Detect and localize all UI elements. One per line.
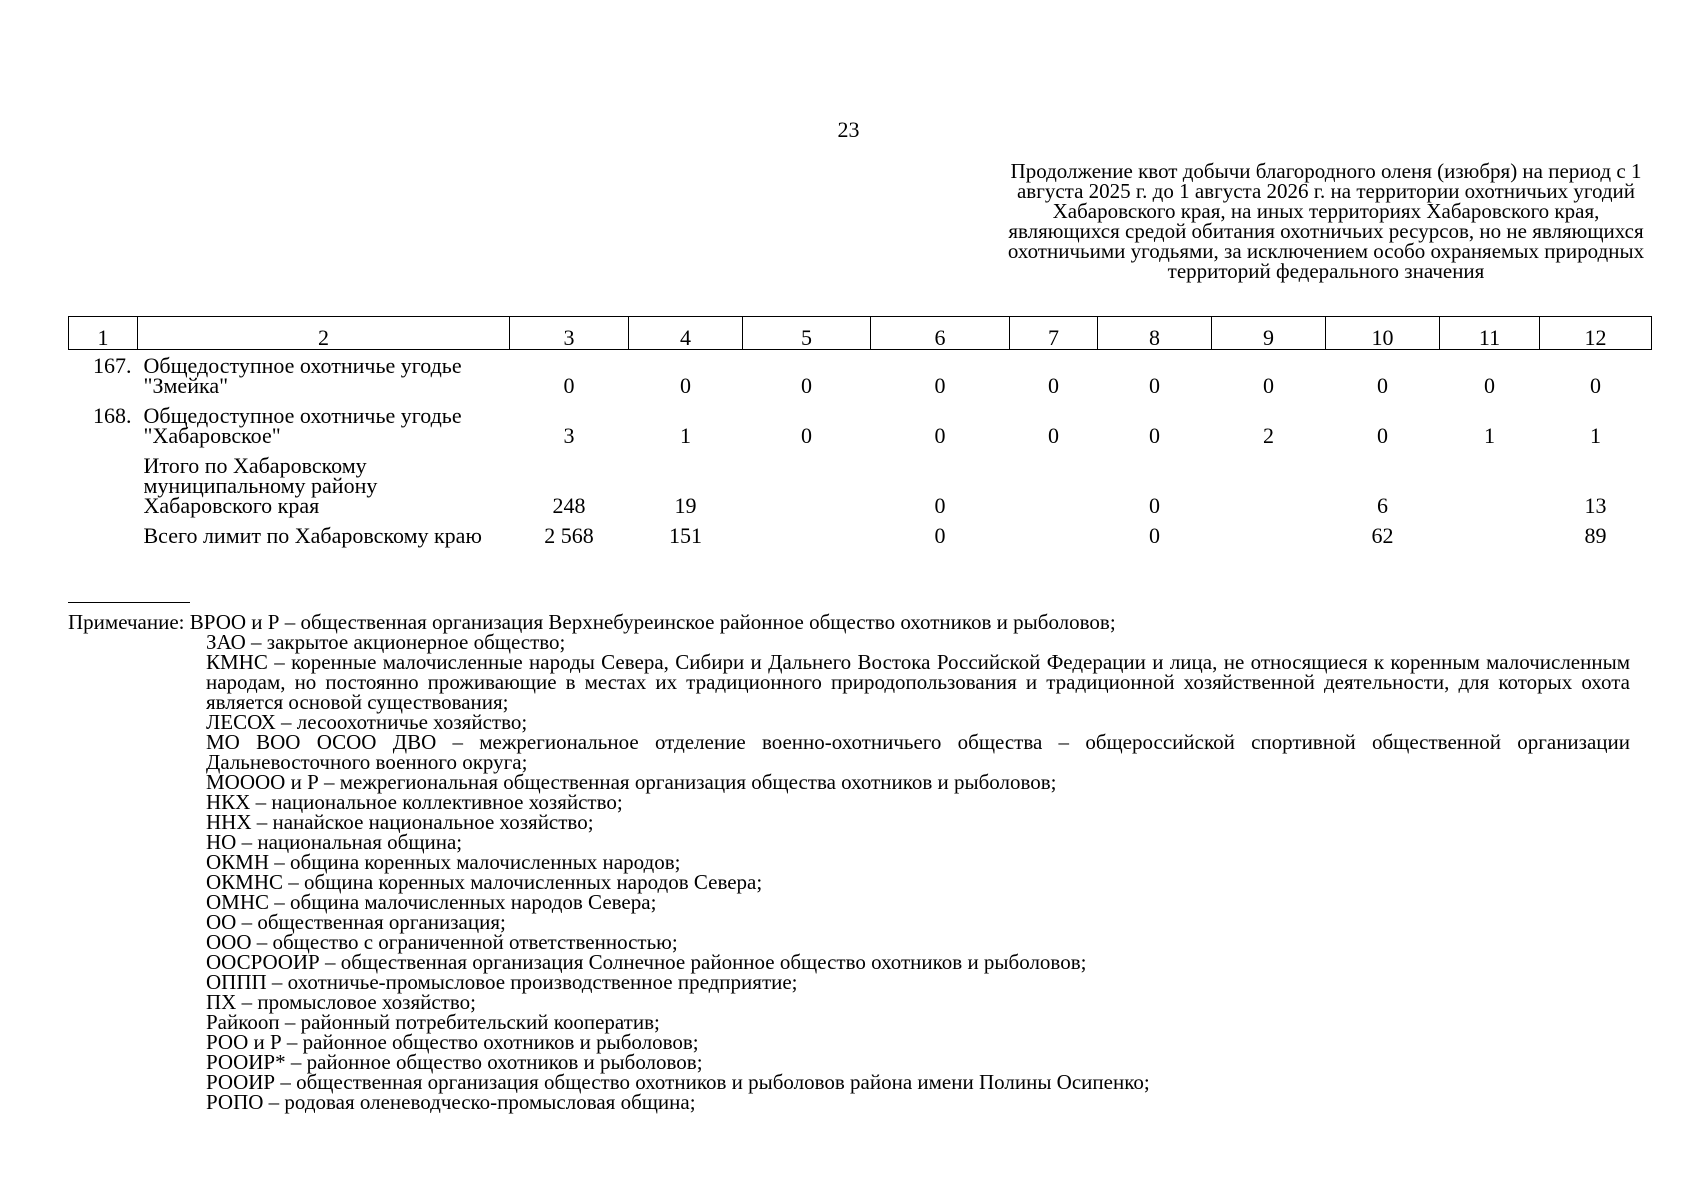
table-cell: 62 [1371,523,1394,548]
table-cell: 0 [1149,373,1160,398]
note-item: ПХ – промысловое хозяйство; [206,990,476,1014]
abbreviation-notes [68,612,1630,1112]
district-total-label: Итого по Хабаровскому муниципальному району Хабаровского края [143,453,378,518]
table-cell: 151 [669,523,702,548]
note-item: МОООО и Р – межрегиональная общественная организация общества охотников и рыболовов; [206,770,1057,794]
footnote-divider [68,602,190,603]
note-first-line [68,612,1630,632]
table-cell: 19 [674,493,697,518]
table-caption: Продолжение квот добычи благородного оленя (изюбря) на период с 1 августа 2025 г. до 1 августа 2026 г. на территории охотничьих угодий Хабаровского края, на иных территориях Хабаровского края, являющихся средой обитания охотничьих ресурсов, но не являющихся охотничьими угодьями, за исключением особо охраняемых природных территорий федерального значения [1007,159,1645,283]
note-item: РОО и Р – районное общество охотников и рыболовов; [206,1030,699,1054]
table-cell [1440,520,1540,550]
note-item: НО – национальная община; [206,830,463,854]
table-cell: 0 [1149,523,1160,548]
table-cell: 0 [563,373,575,398]
table-cell: 0 [1377,373,1388,398]
note-item: ВРОО и Р – общественная организация Верхнебуреинское районное общество охотников и рыболовов; [189,610,1116,634]
region-total-label: Всего лимит по Хабаровскому краю [143,523,482,548]
column-header: 12 [1540,317,1652,350]
table-cell: 0 [934,423,946,448]
table-cell [743,450,871,520]
table-cell: 0 [1048,373,1059,398]
table-row [69,350,1652,401]
note-item: РООИР* – районное общество охотников и рыболовов; [206,1050,703,1074]
note-list [206,632,1630,1112]
quota-table [68,316,1652,550]
table-cell: 1 [1590,423,1601,448]
row-number [69,450,138,520]
table-cell: 2 568 [544,523,594,548]
table-cell: 1 [1484,423,1495,448]
note-item: ООО – общество с ограниченной ответственностью; [206,930,678,954]
column-number-row [69,317,1652,350]
column-header: 4 [629,317,743,350]
column-header: 10 [1326,317,1440,350]
hunting-ground-name: Общедоступное охотничье угодье "Хабаровское" [143,403,462,448]
note-item: ННХ – нанайское национальное хозяйство; [206,810,594,834]
column-header: 2 [138,317,510,350]
note-item: ЗАО – закрытое акционерное общество; [206,630,566,654]
table-cell: 0 [801,373,812,398]
table-cell: 0 [1048,423,1059,448]
column-header: 11 [1440,317,1540,350]
column-header: 5 [743,317,871,350]
hunting-ground-name: Общедоступное охотничье угодье "Змейка" [143,353,462,398]
table-cell: 0 [1149,423,1160,448]
table-cell [1010,520,1098,550]
table-cell: 0 [1149,493,1160,518]
table-cell: 3 [563,423,575,448]
column-header: 7 [1010,317,1098,350]
column-header: 9 [1212,317,1326,350]
note-item: Райкооп – районный потребительский кооператив; [206,1010,660,1034]
table-cell: 2 [1263,423,1274,448]
note-item: ОКМНС – община коренных малочисленных народов Севера; [206,870,763,894]
column-header: 3 [510,317,629,350]
table-cell: 1 [680,423,691,448]
table-cell [1212,450,1326,520]
table-cell: 0 [934,523,946,548]
table-cell: 0 [1377,423,1388,448]
note-item: РОПО – родовая оленеводческо-промысловая община; [206,1090,696,1114]
row-number: 167. [93,353,132,378]
table-cell: 0 [1484,373,1495,398]
table-cell: 0 [801,423,812,448]
note-item: ОО – общественная организация; [206,910,506,934]
note-label: Примечание: [68,610,185,634]
table-cell: 0 [680,373,691,398]
note-item: ОМНС – община малочисленных народов Севера; [206,890,657,914]
table-cell [1440,450,1540,520]
note-item: ООСРООИР – общественная организация Солнечное районное общество охотников и рыболовов; [206,950,1087,974]
table-cell: 13 [1584,493,1607,518]
note-item: МО ВОО ОСОО ДВО – межрегиональное отделение военно-охотничьего общества – общероссийской спортивной общественной организации Дальневосточного военного округа; [206,730,1630,774]
table-cell: 0 [934,373,946,398]
column-header: 8 [1098,317,1212,350]
table-cell: 0 [1590,373,1601,398]
row-number [69,520,138,550]
table-cell [1010,450,1098,520]
note-item: ОППП – охотничье-промысловое производственное предприятие; [206,970,798,994]
note-item: НКХ – национальное коллективное хозяйство; [206,790,623,814]
note-item: ОКМН – община коренных малочисленных народов; [206,850,681,874]
table-cell [1212,520,1326,550]
page-number: 23 [837,117,860,142]
table-cell: 248 [552,493,586,518]
note-item: ЛЕСОХ – лесоохотничье хозяйство; [206,710,528,734]
table-row [69,400,1652,450]
note-item: КМНС – коренные малочисленные народы Севера, Сибири и Дальнего Востока Российской Федерации и лица, не относящиеся к коренным малочисленным народам, но постоянно проживающие в местах их традиционного природопользования и традиционной хозяйственной деятельности, для которых охота является основой существования; [206,650,1630,714]
region-total-row [69,520,1652,550]
note-item: РООИР – общественная организация общество охотников и рыболовов района имени Полины Осипенко; [206,1070,1150,1094]
table-cell [743,520,871,550]
table-cell: 0 [934,493,946,518]
district-total-row [69,450,1652,520]
column-header: 6 [871,317,1010,350]
row-number: 168. [93,403,132,428]
table-cell: 0 [1263,373,1274,398]
table-cell: 89 [1584,523,1607,548]
column-header: 1 [69,317,138,350]
table-cell: 6 [1377,493,1388,518]
